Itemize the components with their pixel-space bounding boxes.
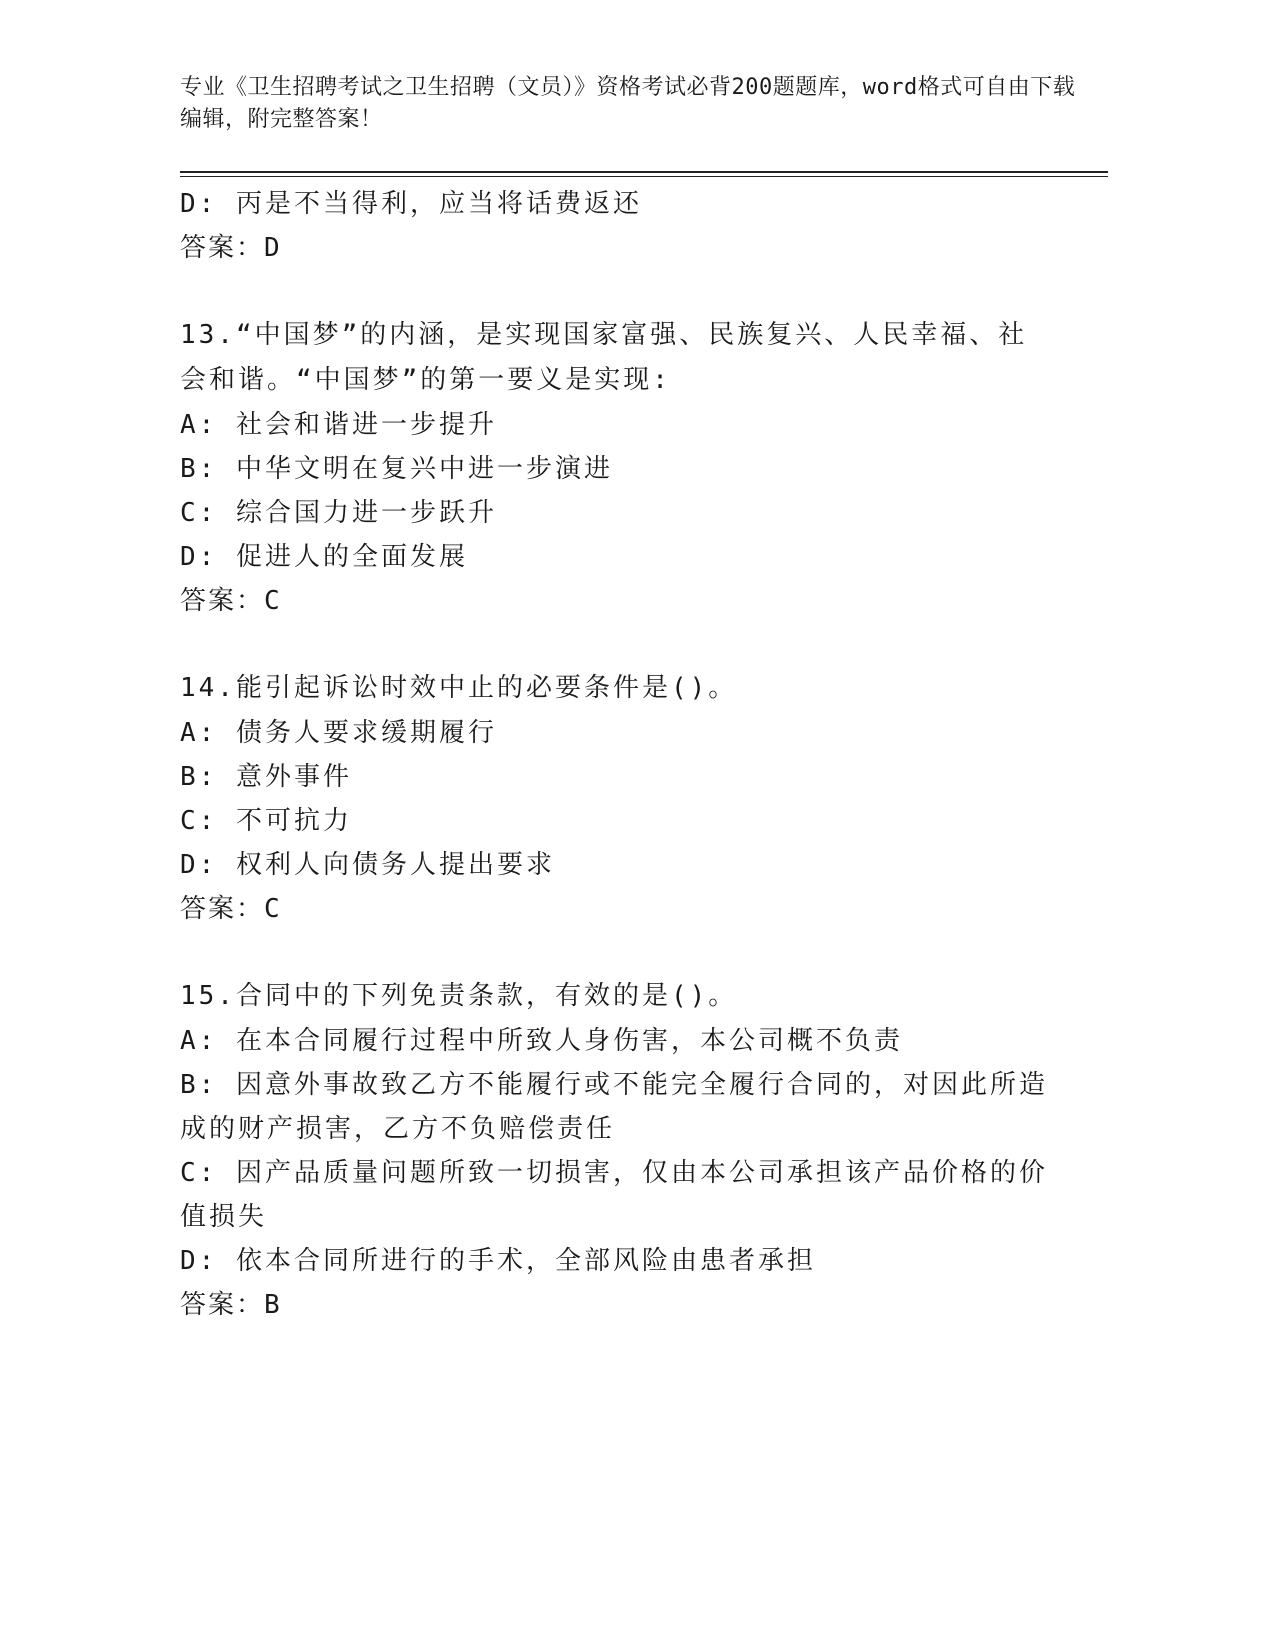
option-c: C: 因产品质量问题所致一切损害，仅由本公司承担该产品价格的价值损失 — [180, 1158, 1048, 1232]
option-d: D: 权利人向债务人提出要求 — [180, 850, 555, 880]
answer-line: 答案：C — [180, 586, 282, 616]
document-body — [180, 182, 1050, 1327]
header-divider-thick — [180, 171, 1108, 173]
question-text: 15.合同中的下列免责条款，有效的是()。 — [180, 981, 738, 1011]
question-text: 13.“中国梦”的内涵，是实现国家富强、民族复兴、人民幸福、社会和谐。“中国梦”的第一要义是实现: — [180, 320, 1028, 395]
answer-line: 答案：D — [180, 233, 282, 263]
option-a: A: 社会和谐进一步提升 — [180, 410, 497, 440]
option-a: A: 在本合同履行过程中所致人身伤害，本公司概不负责 — [180, 1026, 903, 1056]
answer-line: 答案：B — [180, 1290, 282, 1320]
question-14 — [180, 666, 1050, 931]
question-text: 14.能引起诉讼时效中止的必要条件是()。 — [180, 673, 738, 703]
option-c: C: 不可抗力 — [180, 806, 352, 836]
option-d: D: 促进人的全面发展 — [180, 542, 468, 572]
document-header — [180, 72, 1080, 136]
option-d: D: 依本合同所进行的手术，全部风险由患者承担 — [180, 1246, 816, 1276]
previous-question-tail — [180, 182, 1050, 270]
answer-line: 答案：C — [180, 894, 282, 924]
header-title: 专业《卫生招聘考试之卫生招聘（文员）》资格考试必背200题题库，word格式可自由下载编辑，附完整答案！ — [180, 75, 1076, 132]
option-b: B: 意外事件 — [180, 762, 352, 792]
option-b: B: 因意外事故致乙方不能履行或不能完全履行合同的，对因此所造成的财产损害，乙方不负赔偿责任 — [180, 1070, 1048, 1144]
option-c: C: 综合国力进一步跃升 — [180, 498, 497, 528]
option-b: B: 中华文明在复兴中进一步演进 — [180, 454, 613, 484]
option-a: A: 债务人要求缓期履行 — [180, 718, 497, 748]
header-divider-thin — [180, 176, 1108, 177]
option-d: D: 丙是不当得利，应当将话费返还 — [180, 189, 642, 219]
question-13 — [180, 313, 1050, 623]
question-15 — [180, 974, 1050, 1327]
